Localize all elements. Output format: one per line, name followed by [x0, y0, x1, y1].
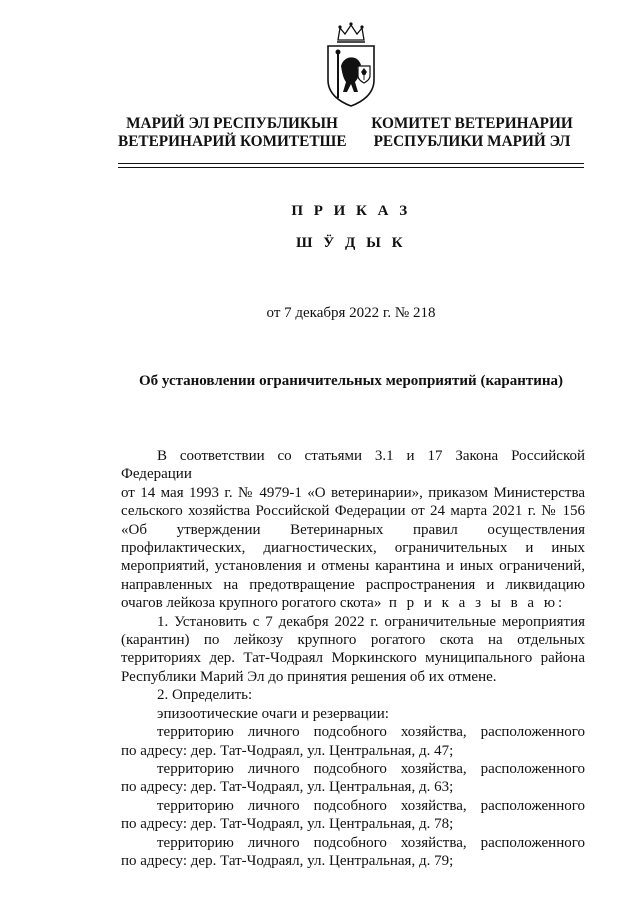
- item2-heading: 2. Определить:: [157, 687, 253, 704]
- prikazyvayu-word: п р и к а з ы в а ю:: [388, 595, 566, 612]
- intro-line-6: мероприятий, установления и отмены карантина и иных ограничений,: [121, 558, 585, 575]
- item1-line-3: территориях дер. Тат-Чодраял Моркинского муниципального района: [121, 650, 585, 667]
- item1-line-2: (карантин) по лейкозу крупного рогатого скота на отдельных: [121, 632, 585, 649]
- header-divider-thin: [118, 167, 584, 168]
- item1-line-1: 1. Установить с 7 декабря 2022 г. ограничительные мероприятия: [157, 613, 585, 630]
- header-right: [368, 115, 576, 151]
- header-left-line1: МАРИЙ ЭЛ РЕСПУБЛИКЫН: [126, 115, 338, 132]
- territory-78-address: по адресу: дер. Тат-Чодраял, ул. Центральная, д. 78;: [121, 816, 454, 833]
- header-right-line2: РЕСПУБЛИКИ МАРИЙ ЭЛ: [373, 133, 571, 150]
- coat-of-arms-icon: [324, 22, 378, 108]
- document-subject: Об установлении ограничительных мероприятий (карантина): [138, 373, 563, 389]
- territory-79-line-1: территорию личного подсобного хозяйства, расположенного: [157, 834, 585, 851]
- territory-47-line-1: территорию личного подсобного хозяйства, расположенного: [157, 724, 585, 741]
- item2-subheading: эпизоотические очаги и резервации:: [157, 705, 389, 722]
- header-divider-thick: [118, 163, 584, 164]
- intro-line-4: «Об утверждении Ветеринарных правил осуществления: [121, 521, 585, 538]
- title-prikaz: П Р И К А З: [291, 203, 411, 219]
- territory-63-line-1: территорию личного подсобного хозяйства, расположенного: [157, 760, 585, 777]
- header-left-line2: ВЕТЕРИНАРИЙ КОМИТЕТШЕ: [118, 133, 347, 150]
- intro-line-7: направленных на предотвращение распространения и ликвидацию: [121, 576, 585, 593]
- header-left: [118, 115, 346, 151]
- document-body: [121, 447, 585, 870]
- title-shudyk: Ш Ӱ Д Ы К: [296, 235, 406, 251]
- intro-line-8: [121, 594, 585, 612]
- item1-line-4: Республики Марий Эл до принятия решения об их отмене.: [121, 668, 497, 685]
- header-right-line1: КОМИТЕТ ВЕТЕРИНАРИИ: [371, 115, 573, 132]
- intro-line-1: В соответствии со статьями 3.1 и 17 Закона Российской Федерации: [121, 448, 585, 483]
- intro-line-2: от 14 мая 1993 г. № 4979-1 «О ветеринарии», приказом Министерства: [121, 484, 585, 501]
- document-date-number: от 7 декабря 2022 г. № 218: [266, 305, 436, 321]
- territory-79-address: по адресу: дер. Тат-Чодраял, ул. Центральная, д. 79;: [121, 852, 454, 869]
- intro-line-8-text: очагов лейкоза крупного рогатого скота»: [121, 595, 382, 612]
- territory-78-line-1: территорию личного подсобного хозяйства, расположенного: [157, 797, 585, 814]
- territory-47-address: по адресу: дер. Тат-Чодраял, ул. Центральная, д. 47;: [121, 742, 454, 759]
- intro-line-3: сельского хозяйства Российской Федерации от 24 марта 2021 г. № 156: [121, 503, 585, 520]
- intro-line-5: профилактических, диагностических, ограничительных и иных: [121, 540, 585, 557]
- territory-63-address: по адресу: дер. Тат-Чодраял, ул. Центральная, д. 63;: [121, 779, 454, 796]
